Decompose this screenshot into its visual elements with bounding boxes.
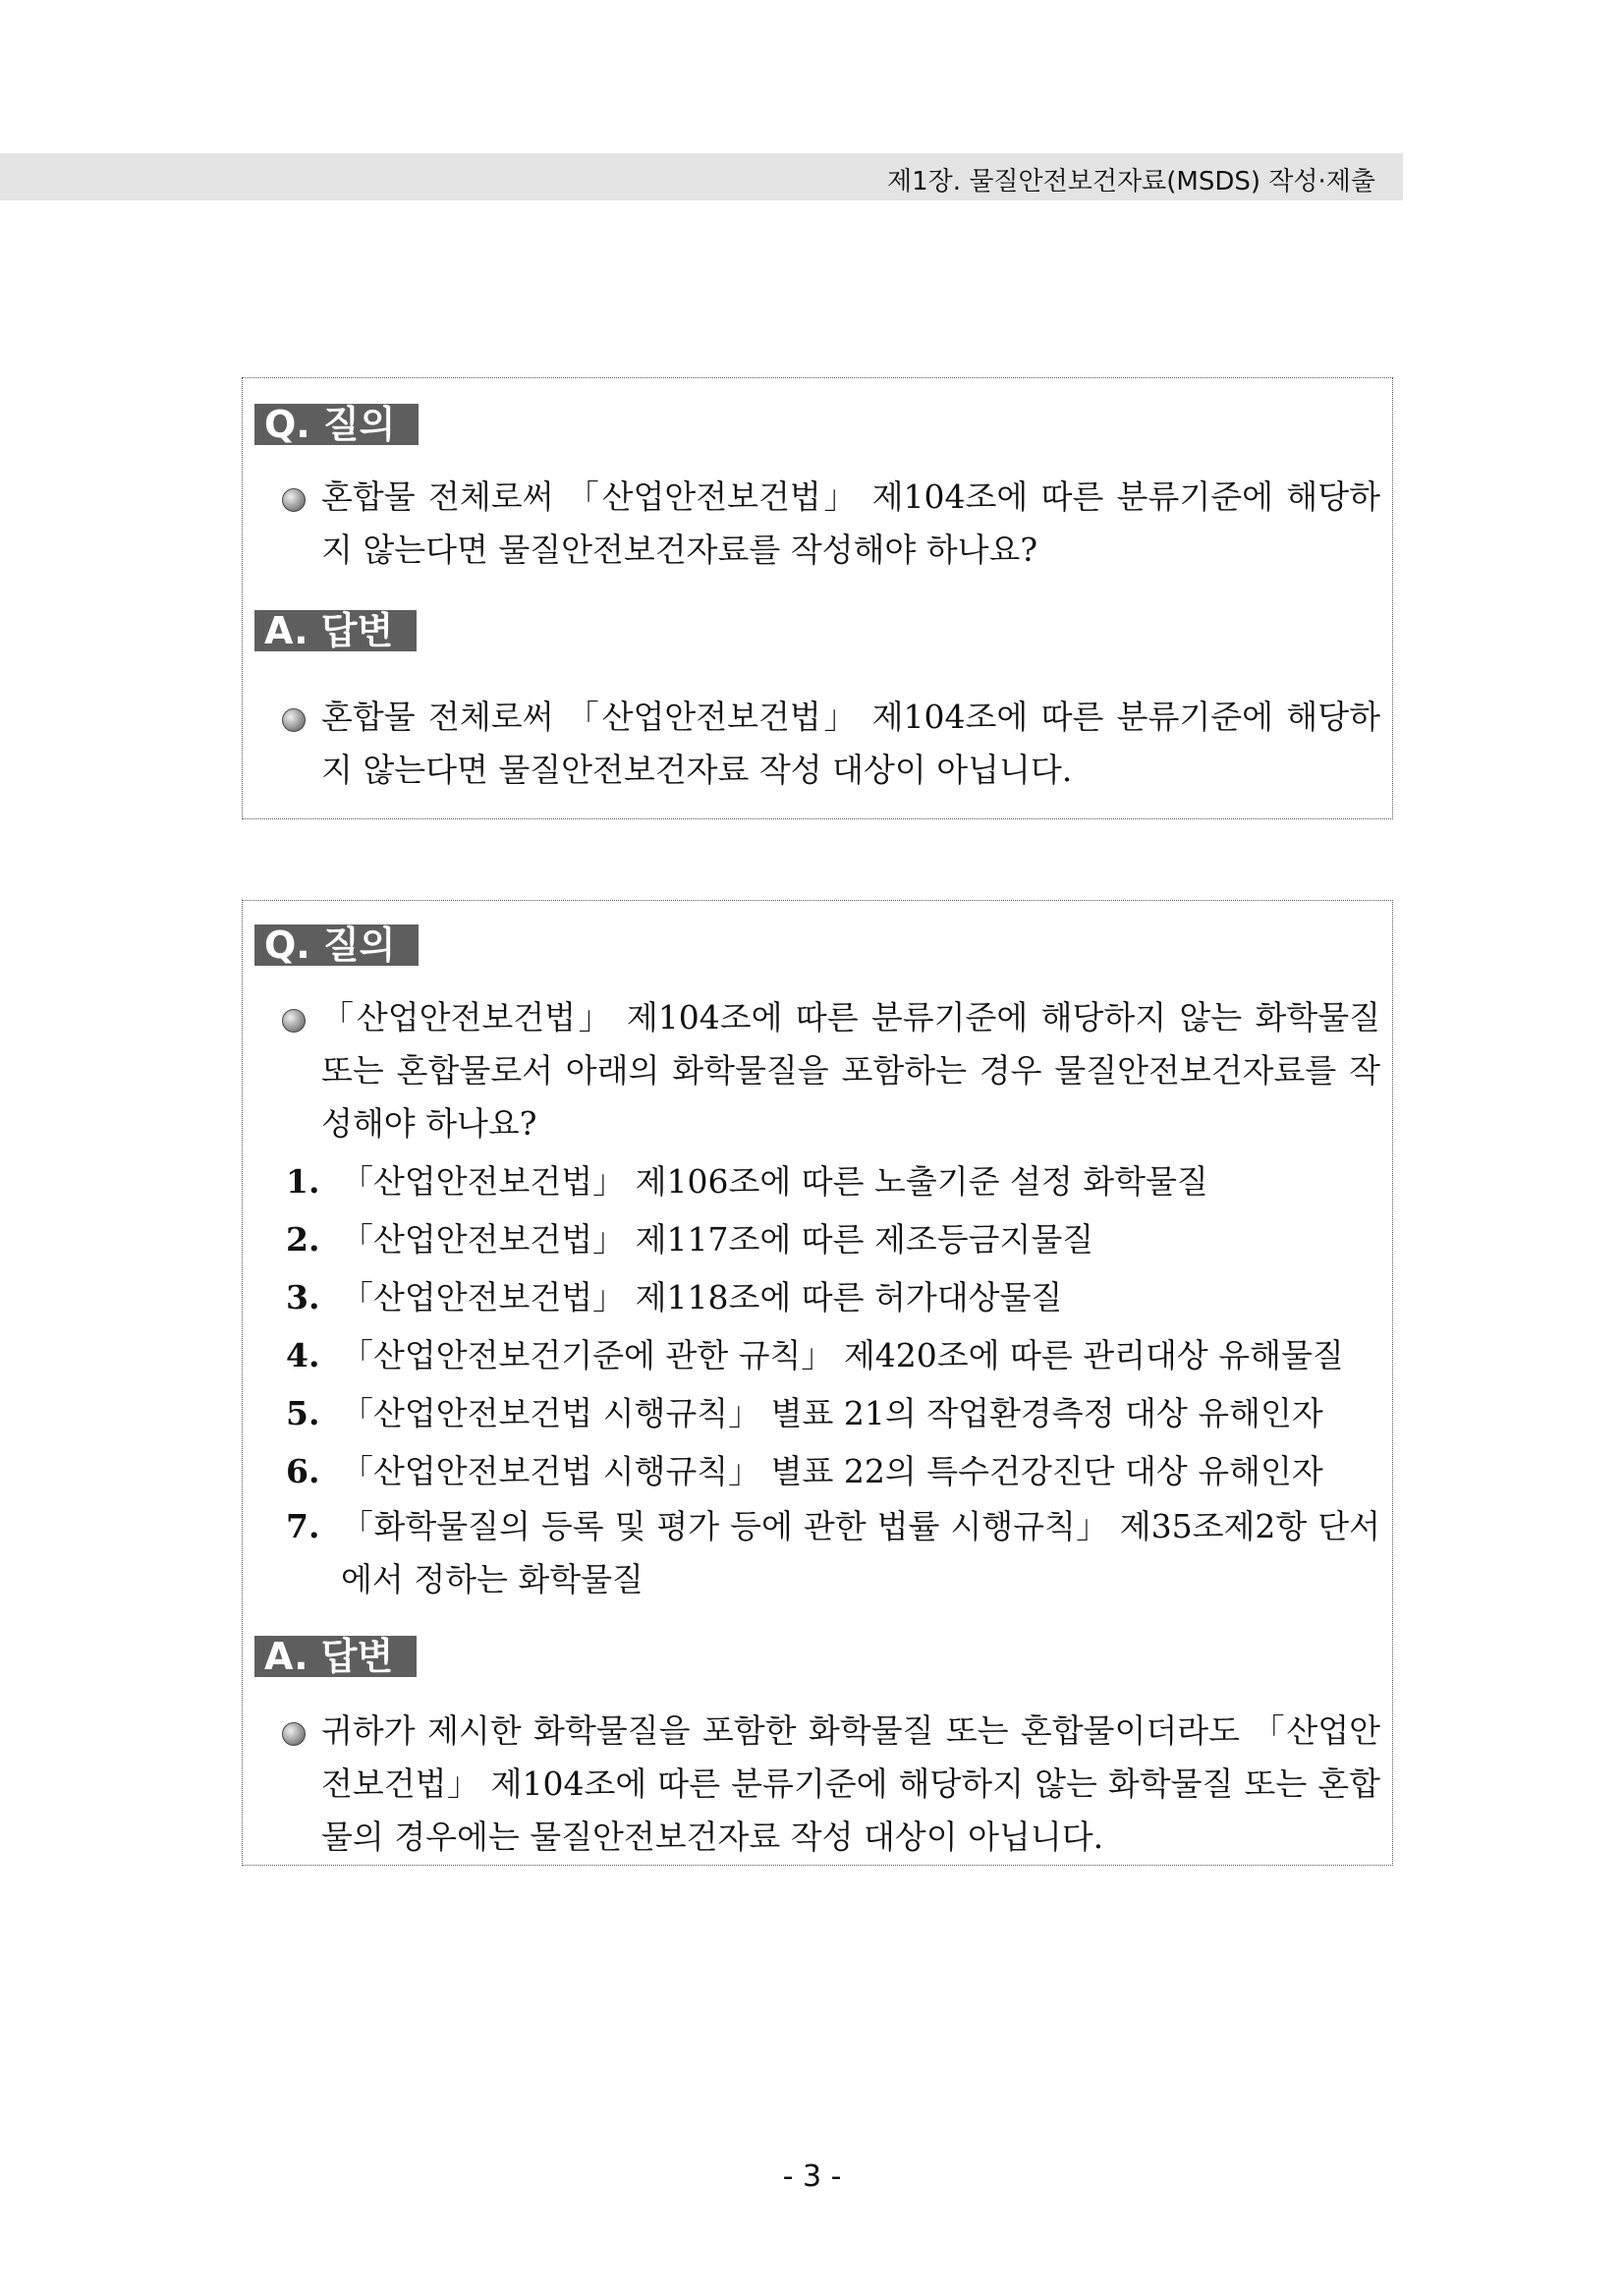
list-item: [280, 1442, 1380, 1500]
qa-block: [242, 377, 1393, 819]
list-item: [280, 1152, 1380, 1210]
answer-tag: A. 답변: [254, 610, 417, 651]
list-item-text: 「산업안전보건기준에 관한 규칙」 제420조에 따른 관리대상 유해물질: [341, 1336, 1344, 1374]
page-number: - 3 -: [782, 2159, 842, 2194]
list-item-text: 「산업안전보건법」 제106조에 따른 노출기준 설정 화학물질: [341, 1162, 1208, 1201]
bullet-icon: [282, 488, 306, 512]
question-item: [280, 991, 1380, 1150]
list-item-number: 3.: [286, 1278, 320, 1316]
list-item-number: 6.: [286, 1452, 320, 1490]
answer-text: 귀하가 제시한 화학물질을 포함한 화학물질 또는 혼합물이더라도 「산업안전보건법」 제104조에 따른 분류기준에 해당하지 않는 화학물질 또는 혼합물의 경우에는 물질안전보건자료 작성 대상이 아닙니다.: [321, 1711, 1380, 1856]
list-item-number: 5.: [286, 1394, 320, 1432]
question-text: 「산업안전보건법」 제104조에 따른 분류기준에 해당하지 않는 화학물질 또는 혼합물로서 아래의 화학물질을 포함하는 경우 물질안전보건자료를 작성해야 하나요?: [321, 998, 1380, 1143]
bullet-icon: [282, 708, 306, 732]
list-item-text: 「산업안전보건법」 제118조에 따른 허가대상물질: [341, 1278, 1063, 1316]
list-item-number: 4.: [286, 1336, 320, 1374]
list-item-text: 「산업안전보건법 시행규칙」 별표 21의 작업환경측정 대상 유해인자: [341, 1394, 1323, 1432]
list-item-number: 7.: [286, 1507, 320, 1545]
question-text: 혼합물 전체로써 「산업안전보건법」 제104조에 따른 분류기준에 해당하지 않는다면 물질안전보건자료를 작성해야 하나요?: [321, 477, 1380, 569]
answer-item: [280, 691, 1380, 797]
answer-item: [280, 1705, 1380, 1864]
list-item: [280, 1326, 1380, 1384]
bullet-icon: [282, 1009, 306, 1033]
list-item: [280, 1268, 1380, 1326]
qa-block: [242, 900, 1393, 1866]
answer-tag: A. 답변: [254, 1636, 417, 1677]
answer-text: 혼합물 전체로써 「산업안전보건법」 제104조에 따른 분류기준에 해당하지 않는다면 물질안전보건자료 작성 대상이 아닙니다.: [321, 698, 1380, 789]
chapter-title: 제1장. 물질안전보건자료(MSDS) 작성·제출: [887, 167, 1375, 196]
list-item-text: 「산업안전보건법」 제117조에 따른 제조등금지물질: [341, 1220, 1094, 1259]
list-item: [280, 1210, 1380, 1268]
list-item-text: 「화학물질의 등록 및 평가 등에 관한 법률 시행규칙」 제35조제2항 단서에서 정하는 화학물질: [341, 1507, 1380, 1598]
list-item-text: 「산업안전보건법 시행규칙」 별표 22의 특수건강진단 대상 유해인자: [341, 1452, 1323, 1490]
question-tag: Q. 질의: [254, 404, 419, 445]
question-tag: Q. 질의: [254, 924, 419, 966]
question-item: [280, 471, 1380, 577]
bullet-icon: [282, 1722, 306, 1746]
list-item-number: 1.: [286, 1162, 320, 1201]
chapter-header-bar: [0, 153, 1403, 200]
referenced-substances-list: [280, 1152, 1380, 1606]
list-item-number: 2.: [286, 1220, 320, 1259]
list-item: [280, 1384, 1380, 1442]
list-item: [280, 1500, 1380, 1606]
